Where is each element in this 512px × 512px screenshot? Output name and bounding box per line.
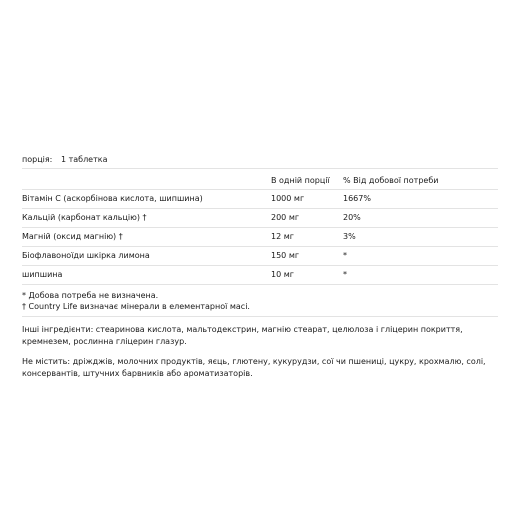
nutrient-daily-value: 20% bbox=[343, 213, 361, 222]
nutrient-row-vitamin-c bbox=[22, 190, 498, 209]
footnote-daily-value: * Добова потреба не визначена. bbox=[22, 291, 159, 300]
nutrient-amount: 1000 мг bbox=[271, 194, 305, 203]
nutrient-row-rosehip bbox=[22, 266, 498, 285]
serving-size-value: 1 таблетка bbox=[60, 155, 108, 164]
nutrient-daily-value: * bbox=[343, 251, 347, 260]
nutrient-name: Магній (оксид магнію) † bbox=[22, 232, 123, 241]
serving-size-label: порція: bbox=[22, 155, 53, 164]
nutrient-daily-value: * bbox=[343, 270, 347, 279]
header-per-serving: В одній порції bbox=[271, 176, 330, 185]
nutrient-name: шипшина bbox=[22, 270, 63, 279]
nutrient-name: Вітамін C (аскорбінова кислота, шипшина) bbox=[22, 194, 203, 203]
header-daily-value: % Від добової потреби bbox=[343, 176, 439, 185]
nutrient-amount: 150 мг bbox=[271, 251, 300, 260]
other-ingredients: Інші інгредієнти: стеаринова кислота, мальтодекстрин, магнію стеарат, целюлоза і гліцерин покриття, кремнезем, рослинна гліцерин глазур. bbox=[22, 325, 463, 346]
nutrient-amount: 12 мг bbox=[271, 232, 294, 241]
free-from-statement: Не містить: дріжджів, молочних продуктів, яєць, глютену, кукурудзи, сої чи пшениці, цукру, крохмалю, солі, консервантів, штучних барвників або ароматизаторів. bbox=[22, 357, 486, 378]
nutrient-name: Біофлавоноїди шкірка лимона bbox=[22, 251, 150, 260]
nutrient-daily-value: 3% bbox=[343, 232, 356, 241]
nutrient-row-bioflavonoids bbox=[22, 247, 498, 266]
nutrient-name: Кальцій (карбонат кальцію) † bbox=[22, 213, 147, 222]
nutrient-row-calcium bbox=[22, 209, 498, 228]
supplement-facts-panel bbox=[22, 152, 498, 380]
facts-table-header bbox=[22, 169, 498, 190]
nutrient-amount: 200 мг bbox=[271, 213, 300, 222]
nutrient-row-magnesium bbox=[22, 228, 498, 247]
footnote-minerals: † Country Life визначає мінерали в елементарної масі. bbox=[22, 302, 250, 311]
nutrient-daily-value: 1667% bbox=[343, 194, 371, 203]
nutrient-amount: 10 мг bbox=[271, 270, 294, 279]
footnotes bbox=[22, 285, 498, 317]
serving-size-row bbox=[22, 152, 498, 169]
